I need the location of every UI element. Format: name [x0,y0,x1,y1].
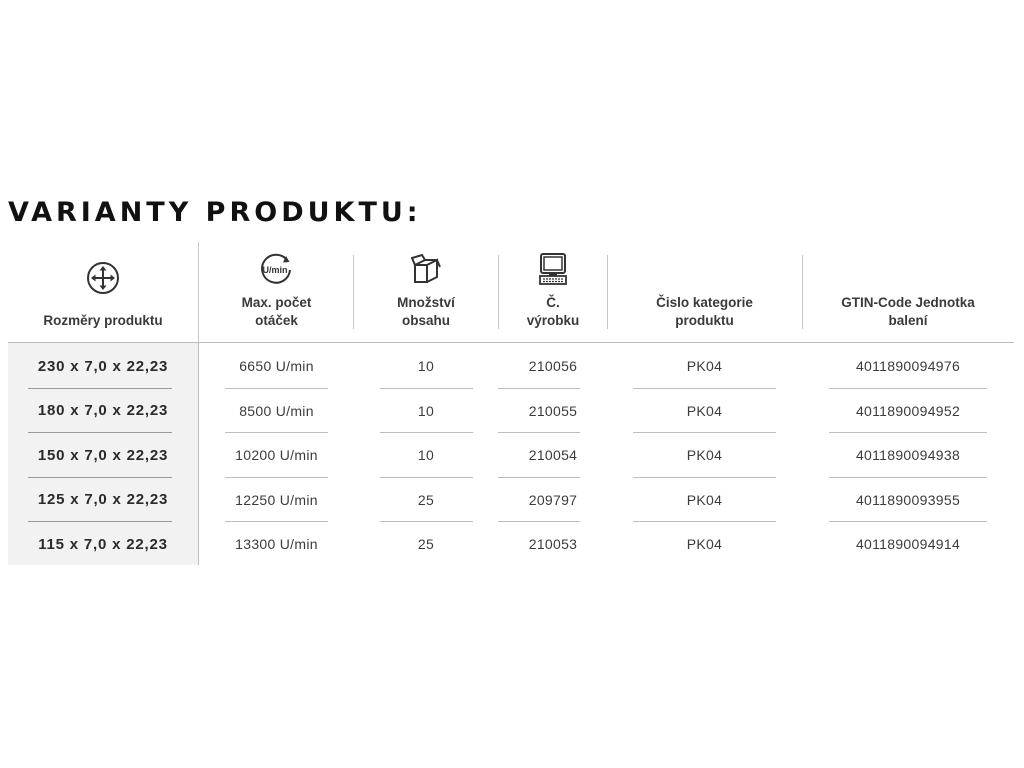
svg-text:U/min: U/min [261,265,288,275]
cell-rpm: 12250 U/min [235,491,318,508]
cell-article: 210055 [528,402,578,419]
header-gtin [802,248,1014,332]
cell-dimensions: 125 x 7,0 x 22,23 [37,491,169,508]
cell-category: PK04 [686,536,723,552]
computer-icon [538,248,568,290]
cell-article: 210054 [528,447,578,463]
header-rpm-line1: Max. počet [241,295,312,310]
cell-quantity: 10 [417,358,435,374]
four-arrows-icon [86,248,120,308]
cell-gtin: 4011890094914 [855,536,961,552]
header-rpm [200,248,353,332]
cell-category: PK04 [686,491,723,508]
cell-article: 209797 [528,491,578,508]
cell-dimensions: 150 x 7,0 x 22,23 [37,446,169,464]
cell-rpm: 6650 U/min [239,358,314,374]
header-article-line2: výrobku [526,313,580,328]
header-dimensions [8,248,198,332]
section-title: VARIANTY PRODUKTU: [8,197,422,228]
header-divider [498,255,499,329]
dimensions-column-divider [198,343,199,565]
header-quantity [354,248,498,332]
cell-gtin: 4011890094952 [855,402,961,419]
header-category-line1: Čislo kategorie [656,295,753,310]
header-divider [198,242,199,342]
box-icon [411,248,441,290]
header-gtin-line1: GTIN-Code Jednotka [841,295,975,310]
cell-dimensions: 115 x 7,0 x 22,23 [38,535,168,553]
header-rpm-line2: otáček [255,313,298,328]
header-category-line2: produktu [675,313,734,328]
cell-gtin: 4011890094938 [855,447,961,463]
cell-category: PK04 [686,447,723,463]
cell-gtin: 4011890094976 [855,358,961,374]
cell-rpm: 13300 U/min [235,536,318,552]
cell-quantity: 10 [417,402,435,419]
cell-category: PK04 [686,358,723,374]
cell-dimensions: 230 x 7,0 x 22,23 [37,357,169,375]
header-category [607,248,802,332]
cell-dimensions: 180 x 7,0 x 22,23 [37,402,169,419]
header-quantity-line2: obsahu [401,313,450,328]
header-dimensions-label: Rozměry produktu [43,313,163,328]
cell-rpm: 10200 U/min [235,447,318,463]
header-article-line1: Č. [546,295,560,310]
cell-quantity: 10 [417,447,435,463]
header-quantity-line1: Množství [397,295,455,310]
header-divider [802,255,803,329]
header-divider [607,255,608,329]
cell-quantity: 25 [417,536,435,552]
header-article [499,248,607,332]
header-gtin-line2: balení [888,313,928,328]
cell-rpm: 8500 U/min [239,402,314,419]
rpm-gauge-icon [259,248,295,290]
header-divider [353,255,354,329]
cell-article: 210056 [528,358,578,374]
cell-quantity: 25 [417,491,435,508]
cell-gtin: 4011890093955 [855,491,961,508]
cell-category: PK04 [686,402,723,419]
cell-article: 210053 [528,536,578,552]
